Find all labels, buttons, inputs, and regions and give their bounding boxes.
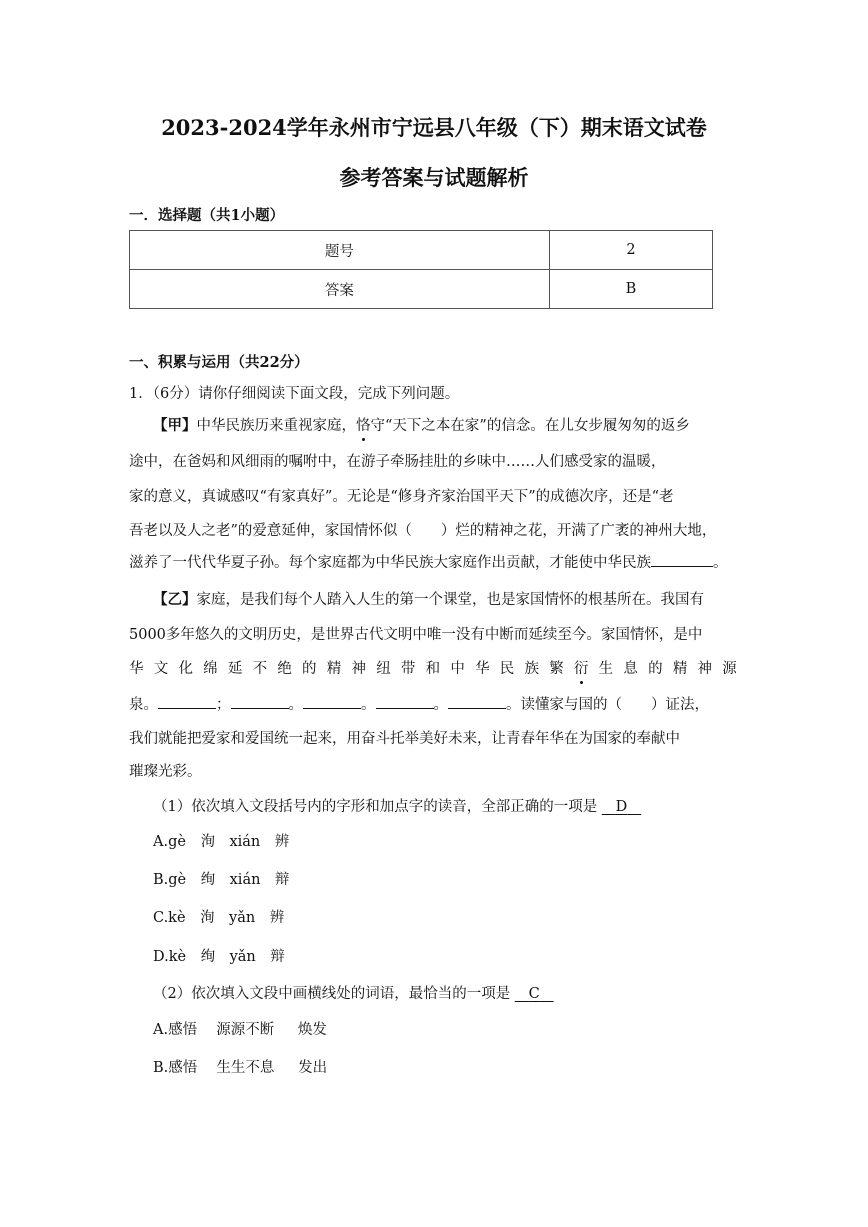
char: 纽: [376, 661, 391, 677]
char: 的: [302, 661, 317, 677]
passage-yi-line-3: [129, 659, 737, 679]
fill-blank: [231, 694, 289, 709]
text: 。: [433, 697, 448, 713]
text: 守“天下之本在家”的信念。在儿女步履匆匆的返乡: [370, 418, 690, 434]
char: 息: [623, 661, 638, 677]
text: （1）依次填入文段括号内的字形和加点字的读音，全部正确的一项是: [153, 799, 598, 815]
passage-jia-line-4: 吾老以及人之老”的爱意延伸，家国情怀似（ ）烂的精神之花，开满了广袤的神州大地，: [129, 523, 717, 539]
fill-blank: [303, 694, 361, 709]
table-cell: B: [549, 270, 712, 309]
char: 生: [598, 661, 614, 677]
section-choice-heading: 一．选择题（共1小题）: [129, 207, 285, 224]
passage-yi-line-6: 璀璨光彩。: [129, 764, 202, 780]
char: 民: [499, 661, 515, 677]
option-b: B.gè 绚 xián 辩: [153, 872, 290, 888]
text: 。: [288, 697, 303, 713]
question-1-stem: 1．（6分）请你仔细阅读下面文段，完成下列问题。: [129, 386, 460, 402]
option-a: A.gè 洵 xián 辨: [153, 834, 290, 850]
passage-label-jia: 【甲】: [153, 417, 197, 434]
char: 的: [648, 661, 663, 677]
fill-blank: [158, 694, 216, 709]
char: 族: [524, 661, 539, 677]
passage-jia-line-5: [129, 552, 728, 573]
fill-blank: [448, 694, 506, 709]
char: 华: [475, 661, 490, 677]
char: 繁: [549, 661, 564, 677]
option-b: B.感悟 生生不息 发出: [153, 1060, 328, 1076]
passage-jia-line-1: [153, 416, 690, 436]
text: （2）依次填入文段中画横线处的词语，最恰当的一项是: [153, 986, 511, 1002]
subquestion-2-stem: [153, 984, 554, 1004]
text: 。: [713, 555, 728, 571]
passage-yi-line-5: 我们就能把爱家和爱国统一起来，用奋斗托举美好未来，让青春年华在为国家的奉献中: [129, 731, 680, 747]
passage-yi-line-2: 5000多年悠久的文明历史，是世界古代文明中唯一没有中断而延续至今。家国情怀，是中: [129, 627, 703, 643]
char: 延: [227, 661, 243, 677]
char: 华: [129, 661, 144, 677]
option-c: C.kè 洵 yǎn 辨: [153, 910, 285, 926]
answer-table: [129, 230, 713, 309]
char: 化: [178, 661, 193, 677]
char: 神: [351, 661, 366, 677]
passage-yi-line-1: [153, 590, 704, 610]
passage-jia-line-2: 途中，在爸妈和风细雨的嘱咐中，在游子牵肠挂肚的乡味中……人们感受家的温暖，: [129, 454, 666, 470]
passage-jia-line-3: 家的意义，真诚感叹“有家真好”。无论是“修身齐家治国平天下”的成德次序，还是“老: [129, 489, 674, 505]
table-row: [130, 231, 713, 270]
passage-label-yi: 【乙】: [153, 591, 197, 608]
exam-subtitle: 参考答案与试题解析: [339, 165, 529, 190]
subquestion-2-answer: [515, 986, 554, 1002]
table-cell: 题号: [130, 231, 550, 270]
char: 中: [450, 661, 465, 677]
char: 不: [252, 661, 268, 677]
option-d: D.kè 绚 yǎn 辩: [153, 949, 285, 965]
char: 精: [672, 661, 688, 677]
char: 源: [722, 661, 737, 677]
fill-blank: [651, 552, 713, 567]
dotted-char: 恪: [356, 418, 371, 434]
exam-title: 2023-2024学年永州市宁远县八年级（下）期末语文试卷: [161, 115, 707, 140]
char: 绝: [277, 661, 292, 677]
passage-yi-line-4: [129, 694, 709, 715]
char: 神: [697, 661, 713, 677]
text: 中华民族历来重视家庭，: [196, 418, 356, 434]
table-cell: 答案: [130, 270, 550, 309]
text: 。: [361, 697, 376, 713]
answer-letter: D: [615, 799, 628, 815]
subquestion-1-stem: [153, 797, 641, 817]
char: 和: [425, 661, 441, 677]
option-a: A.感悟 源源不断 焕发: [153, 1022, 327, 1038]
answer-letter: C: [528, 986, 540, 1002]
fill-blank: [376, 694, 434, 709]
dotted-char: 衍: [573, 661, 589, 677]
text: ；: [216, 697, 231, 713]
text: 泉。: [129, 697, 158, 713]
char: 文: [153, 661, 169, 677]
text: 滋养了一代代华夏子孙。每个家庭都为中华民族大家庭作出贡献，才能使中华民族: [129, 555, 651, 571]
text: 家庭，是我们每个人踏入人生的第一个课堂，也是家国情怀的根基所在。我国有: [196, 592, 704, 608]
table-row: [130, 270, 713, 309]
text: 。读懂家与国的（ ）证法，: [506, 697, 709, 713]
subquestion-1-answer: [602, 799, 641, 815]
section-accumulate-heading: 一、积累与运用（共22分）: [129, 354, 309, 371]
char: 精: [326, 661, 342, 677]
table-cell: 2: [549, 231, 712, 270]
char: 绵: [203, 661, 218, 677]
char: 带: [400, 661, 416, 677]
